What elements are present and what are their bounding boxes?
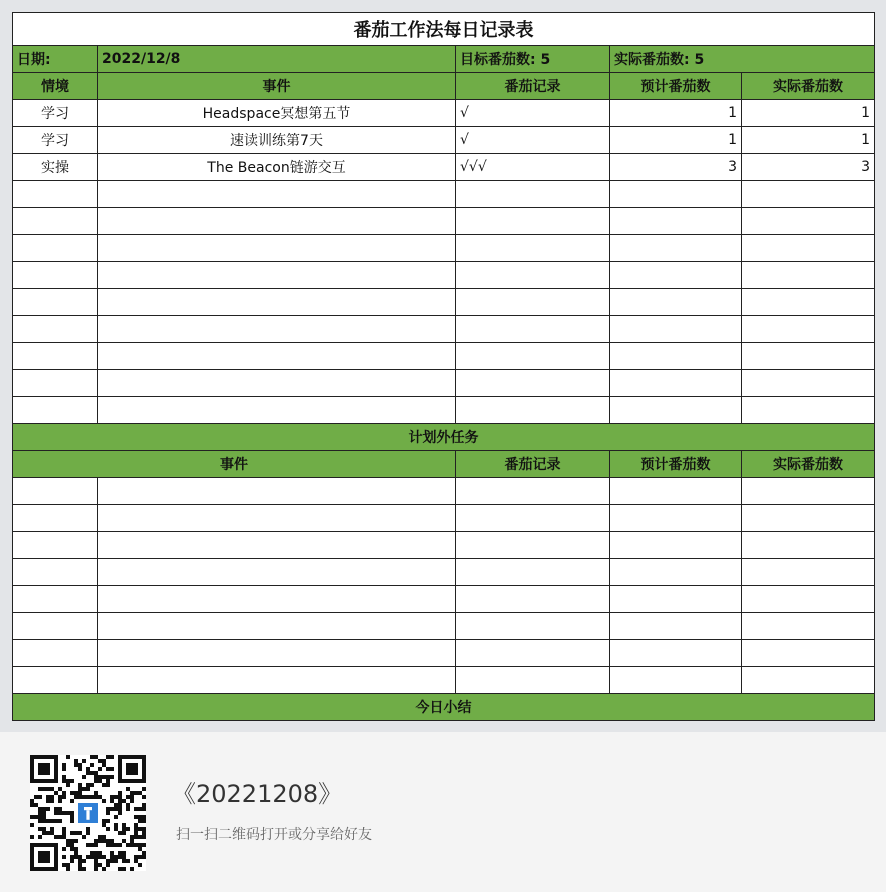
cell-blank[interactable] [13,613,98,640]
unplanned-header-actual: 实际番茄数 [742,451,875,478]
cell-event[interactable]: Headspace冥想第五节 [98,100,456,127]
cell-record[interactable] [456,613,610,640]
actual-pomodoro-cell[interactable] [610,46,875,73]
cell-context[interactable] [13,208,98,235]
cell-actual[interactable] [742,667,875,694]
cell-blank[interactable] [13,586,98,613]
cell-actual[interactable] [742,343,875,370]
cell-blank[interactable] [13,478,98,505]
actual-value: 5 [694,52,705,68]
share-title: 《20221208》 [172,780,343,808]
cell-blank[interactable] [13,640,98,667]
cell-blank[interactable] [13,505,98,532]
cell-estimated[interactable] [610,208,742,235]
cell-estimated[interactable] [610,181,742,208]
cell-event[interactable] [98,316,456,343]
table-row [13,127,875,154]
cell-estimated[interactable] [610,370,742,397]
cell-record[interactable] [456,532,610,559]
cell-actual[interactable] [742,532,875,559]
table-row [13,100,875,127]
cell-actual[interactable] [742,316,875,343]
cell-actual[interactable] [742,208,875,235]
table-row [13,505,875,532]
target-value: 5 [540,52,551,68]
cell-actual[interactable] [742,181,875,208]
cell-event[interactable] [98,208,456,235]
cell-estimated[interactable] [610,613,742,640]
table-row [13,370,875,397]
cell-record[interactable] [456,586,610,613]
table-row [13,235,875,262]
cell-record[interactable]: √ [456,127,610,154]
date-value[interactable] [98,46,456,73]
table-row [13,154,875,181]
table-row [13,532,875,559]
cell-estimated[interactable] [610,478,742,505]
table-row [13,316,875,343]
cell-actual[interactable] [742,505,875,532]
cell-estimated[interactable] [610,586,742,613]
cell-record[interactable] [456,181,610,208]
date-label: 日期: [13,46,98,73]
cell-actual[interactable]: 1 [742,100,875,127]
header-context: 情境 [13,73,98,100]
cell-context[interactable] [13,235,98,262]
cell-actual[interactable]: 1 [742,127,875,154]
cell-estimated[interactable] [610,397,742,424]
cell-record[interactable] [456,289,610,316]
cell-event[interactable] [98,613,456,640]
unplanned-section-title: 计划外任务 [13,424,875,451]
cell-event[interactable] [98,667,456,694]
cell-estimated[interactable] [610,505,742,532]
qr-code-icon[interactable] [30,755,146,871]
table-row [13,181,875,208]
cell-context[interactable] [13,181,98,208]
cell-context[interactable]: 学习 [13,127,98,154]
cell-record[interactable] [456,559,610,586]
cell-estimated[interactable] [610,235,742,262]
cell-actual[interactable] [742,397,875,424]
cell-record[interactable]: √√√ [456,154,610,181]
cell-actual[interactable] [742,559,875,586]
cell-record[interactable] [456,397,610,424]
target-label: 目标番茄数: [460,52,536,68]
cell-event[interactable] [98,289,456,316]
cell-record[interactable] [456,208,610,235]
pomodoro-sheet [12,12,874,721]
cell-estimated[interactable]: 1 [610,127,742,154]
table-row [13,586,875,613]
cell-blank[interactable] [13,559,98,586]
cell-record[interactable] [456,343,610,370]
cell-record[interactable] [456,640,610,667]
table-row [13,559,875,586]
cell-event[interactable] [98,235,456,262]
cell-estimated[interactable]: 3 [610,154,742,181]
cell-event[interactable] [98,370,456,397]
share-footer [0,732,886,892]
cell-estimated[interactable] [610,316,742,343]
unplanned-header-event: 事件 [13,451,456,478]
share-subtitle: 扫一扫二维码打开或分享给好友 [176,827,372,843]
cell-event[interactable] [98,640,456,667]
page-title: 番茄工作法每日记录表 [13,13,875,46]
cell-estimated[interactable] [610,640,742,667]
cell-record[interactable] [456,478,610,505]
cell-estimated[interactable] [610,262,742,289]
cell-event[interactable] [98,262,456,289]
cell-event[interactable] [98,586,456,613]
cell-record[interactable] [456,235,610,262]
cell-actual[interactable] [742,235,875,262]
cell-actual[interactable] [742,262,875,289]
table-row [13,262,875,289]
cell-record[interactable] [456,316,610,343]
main-header-row [13,73,875,100]
cell-actual[interactable] [742,478,875,505]
table-row [13,397,875,424]
cell-context[interactable] [13,316,98,343]
cell-context[interactable] [13,343,98,370]
cell-context[interactable]: 实操 [13,154,98,181]
cell-event[interactable]: The Beacon链游交互 [98,154,456,181]
header-event: 事件 [98,73,456,100]
summary-section-title: 今日小结 [13,694,875,721]
cell-actual[interactable] [742,370,875,397]
cell-event[interactable] [98,478,456,505]
table-row [13,667,875,694]
cell-estimated[interactable] [610,559,742,586]
table-row [13,640,875,667]
table-row [13,613,875,640]
cell-event[interactable]: 速读训练第7天 [98,127,456,154]
cell-context[interactable] [13,370,98,397]
actual-label: 实际番茄数: [614,52,690,68]
cell-record[interactable] [456,667,610,694]
cell-context[interactable] [13,397,98,424]
cell-event[interactable] [98,343,456,370]
cell-estimated[interactable] [610,532,742,559]
cell-blank[interactable] [13,667,98,694]
date-value-text: 2022/12/8 [102,51,181,67]
cell-actual[interactable] [742,289,875,316]
cell-estimated[interactable] [610,667,742,694]
unplanned-header-record: 番茄记录 [456,451,610,478]
cell-blank[interactable] [13,532,98,559]
cell-estimated[interactable] [610,343,742,370]
cell-event[interactable] [98,505,456,532]
header-estimated: 预计番茄数 [610,73,742,100]
cell-actual[interactable]: 3 [742,154,875,181]
cell-context[interactable]: 学习 [13,100,98,127]
cell-event[interactable] [98,397,456,424]
cell-record[interactable] [456,505,610,532]
table-row [13,208,875,235]
cell-context[interactable] [13,289,98,316]
cell-record[interactable] [456,262,610,289]
table-row [13,343,875,370]
cell-actual[interactable] [742,613,875,640]
unplanned-header-row [13,451,875,478]
header-pomodoro-record: 番茄记录 [456,73,610,100]
pomodoro-table [12,12,875,721]
cell-estimated[interactable]: 1 [610,100,742,127]
cell-actual[interactable] [742,586,875,613]
cell-event[interactable] [98,559,456,586]
cell-estimated[interactable] [610,289,742,316]
table-row [13,478,875,505]
cell-record[interactable]: √ [456,100,610,127]
cell-record[interactable] [456,370,610,397]
cell-event[interactable] [98,532,456,559]
cell-context[interactable] [13,262,98,289]
table-row [13,289,875,316]
header-actual: 实际番茄数 [742,73,875,100]
target-pomodoro-cell[interactable] [456,46,610,73]
cell-event[interactable] [98,181,456,208]
cell-actual[interactable] [742,640,875,667]
unplanned-header-estimated: 预计番茄数 [610,451,742,478]
